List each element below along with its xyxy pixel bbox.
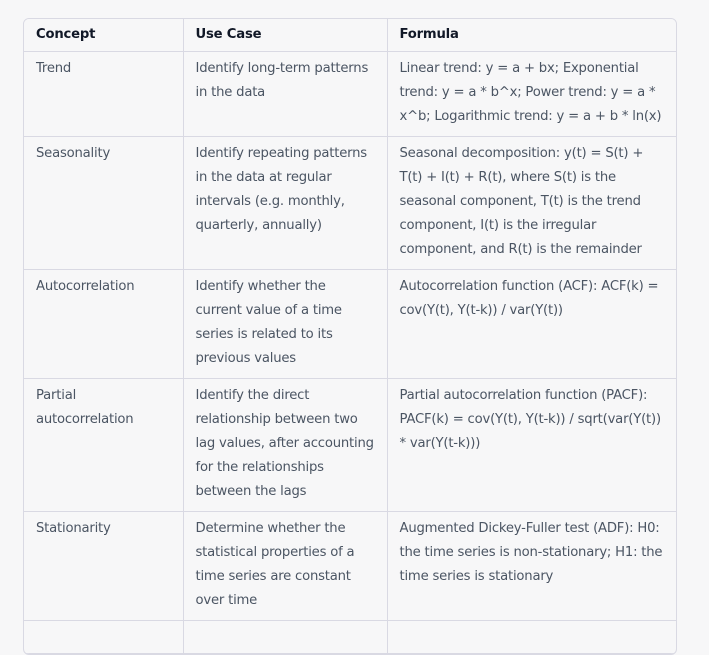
table-row: [24, 270, 676, 379]
cell-formula: [387, 621, 676, 654]
table-row: [24, 379, 676, 512]
cell-formula: Partial autocorrelation function (PACF): PACF(k) = cov(Y(t), Y(t-k)) / sqrt(var(Y(t)) * var(Y(t-k))): [387, 379, 676, 512]
cell-use-case: [183, 621, 387, 654]
time-series-concepts-table-container: [23, 18, 677, 655]
table-header-row: [24, 19, 676, 52]
cell-formula: Linear trend: y = a + bx; Exponential trend: y = a * b^x; Power trend: y = a * x^b; Logarithmic trend: y = a + b * ln(x): [387, 52, 676, 137]
table-row-partial: [24, 621, 676, 654]
cell-use-case: Identify long-term patterns in the data: [183, 52, 387, 137]
cell-concept: Trend: [24, 52, 183, 137]
cell-formula: Augmented Dickey-Fuller test (ADF): H0: the time series is non-stationary; H1: the time series is stationary: [387, 512, 676, 621]
time-series-concepts-table: [24, 19, 676, 654]
header-formula: Formula: [387, 19, 676, 52]
header-use-case: Use Case: [183, 19, 387, 52]
cell-formula: Autocorrelation function (ACF): ACF(k) = cov(Y(t), Y(t-k)) / var(Y(t)): [387, 270, 676, 379]
cell-concept: Stationarity: [24, 512, 183, 621]
table-row: [24, 512, 676, 621]
cell-use-case: Identify repeating patterns in the data at regular intervals (e.g. monthly, quarterly, annually): [183, 137, 387, 270]
cell-concept: Autocorrelation: [24, 270, 183, 379]
cell-use-case: Determine whether the statistical properties of a time series are constant over time: [183, 512, 387, 621]
cell-concept: Partial autocorrelation: [24, 379, 183, 512]
cell-formula: Seasonal decomposition: y(t) = S(t) + T(t) + I(t) + R(t), where S(t) is the seasonal component, T(t) is the trend component, I(t) is the irregular component, and R(t) is the remainder: [387, 137, 676, 270]
table-row: [24, 137, 676, 270]
cell-concept: [24, 621, 183, 654]
table-row: [24, 52, 676, 137]
cell-use-case: Identify whether the current value of a time series is related to its previous values: [183, 270, 387, 379]
header-concept: Concept: [24, 19, 183, 52]
cell-concept: Seasonality: [24, 137, 183, 270]
cell-use-case: Identify the direct relationship between two lag values, after accounting for the relationships between the lags: [183, 379, 387, 512]
